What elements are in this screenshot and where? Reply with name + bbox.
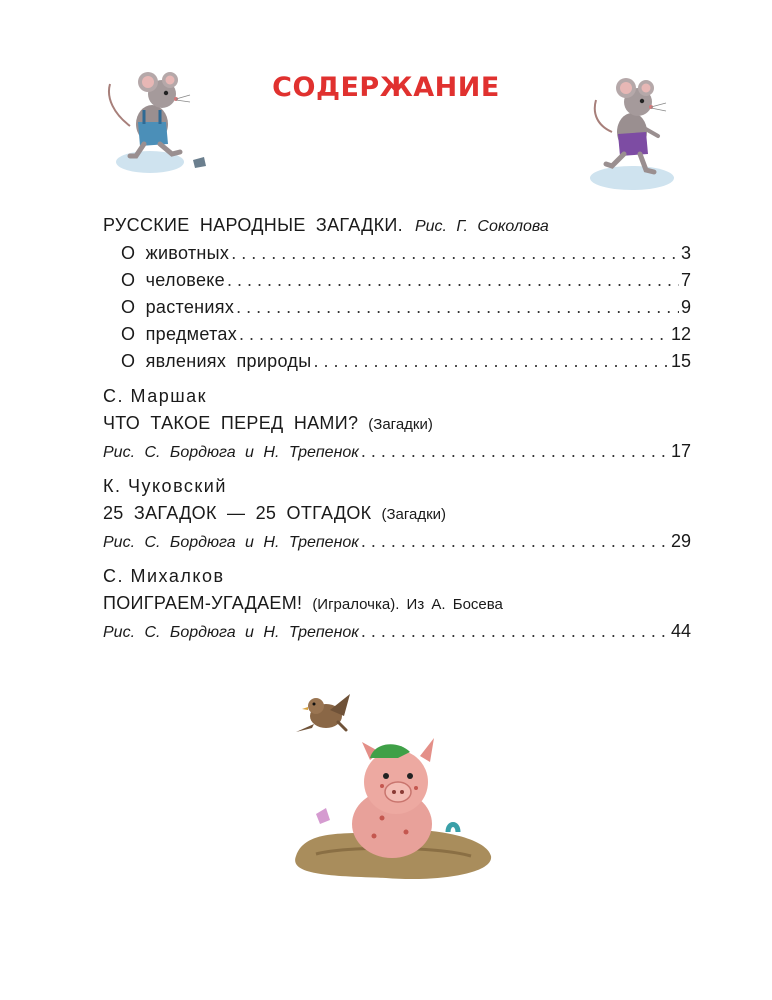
toc-entry[interactable]: О животных . . . 3 xyxy=(103,240,691,266)
page-number: 9 xyxy=(680,297,691,317)
teal-tap xyxy=(448,825,458,833)
page-number: 3 xyxy=(680,243,691,263)
work-title: ЧТО ТАКОЕ ПЕРЕД НАМИ? (Загадки) xyxy=(103,413,433,433)
page-number: 44 xyxy=(670,621,691,641)
page-number: 29 xyxy=(670,531,691,551)
illustrator-credit: Рис. С. Бордюга и Н. Трепенок xyxy=(103,534,359,551)
toc-entry[interactable]: О предметах . . . 12 xyxy=(103,321,691,347)
dot-leader xyxy=(239,321,669,347)
ice-patch xyxy=(590,166,674,190)
page-title: СОДЕРЖАНИЕ xyxy=(272,72,500,103)
toc-entry[interactable] xyxy=(103,528,691,554)
dot-leader xyxy=(236,294,679,320)
dot-leader xyxy=(361,438,669,464)
toc-entry[interactable]: О явлениях природы . . . 15 xyxy=(103,348,691,374)
piglet-in-puddle-with-sparrow-illustration xyxy=(286,686,496,886)
author-name: С. Маршак xyxy=(103,386,208,406)
dot-leader xyxy=(231,240,679,266)
dot-leader xyxy=(313,348,669,374)
work-title: 25 ЗАГАДОК — 25 ОТГАДОК (Загадки) xyxy=(103,503,447,523)
piglet-snout xyxy=(385,782,411,802)
dot-leader xyxy=(227,267,679,293)
page-number: 7 xyxy=(680,270,691,290)
toc-entry[interactable] xyxy=(103,618,691,644)
piglet-ear-right xyxy=(420,738,434,762)
toc-entry[interactable]: О растениях . . . 9 xyxy=(103,294,691,320)
toc-entry[interactable] xyxy=(103,438,691,464)
toc-section-heading: РУССКИЕ НАРОДНЫЕ ЗАГАДКИ. Рис. Г. Соколова xyxy=(103,212,691,238)
illustrator-credit: Рис. С. Бордюга и Н. Трепенок xyxy=(103,444,359,461)
dot-leader xyxy=(361,618,669,644)
toc-entry[interactable]: О человеке . . . 7 xyxy=(103,267,691,293)
illustrator-credit: Рис. Г. Соколова xyxy=(414,218,549,235)
mouse-tail xyxy=(595,100,612,132)
page-number: 15 xyxy=(670,351,691,371)
pink-crystal xyxy=(316,808,330,824)
work-title: ПОИГРАЕМ-УГАДАЕМ! (Игралочка). Из А. Босева xyxy=(103,593,503,613)
author-name: К. Чуковский xyxy=(103,476,227,496)
pebble xyxy=(193,157,206,168)
illustrator-credit: Рис. С. Бордюга и Н. Трепенок xyxy=(103,624,359,641)
author-name: С. Михалков xyxy=(103,566,225,586)
sparrow-head xyxy=(308,698,324,714)
page-number: 12 xyxy=(670,324,691,344)
page-number: 17 xyxy=(670,441,691,461)
dot-leader xyxy=(361,528,669,554)
